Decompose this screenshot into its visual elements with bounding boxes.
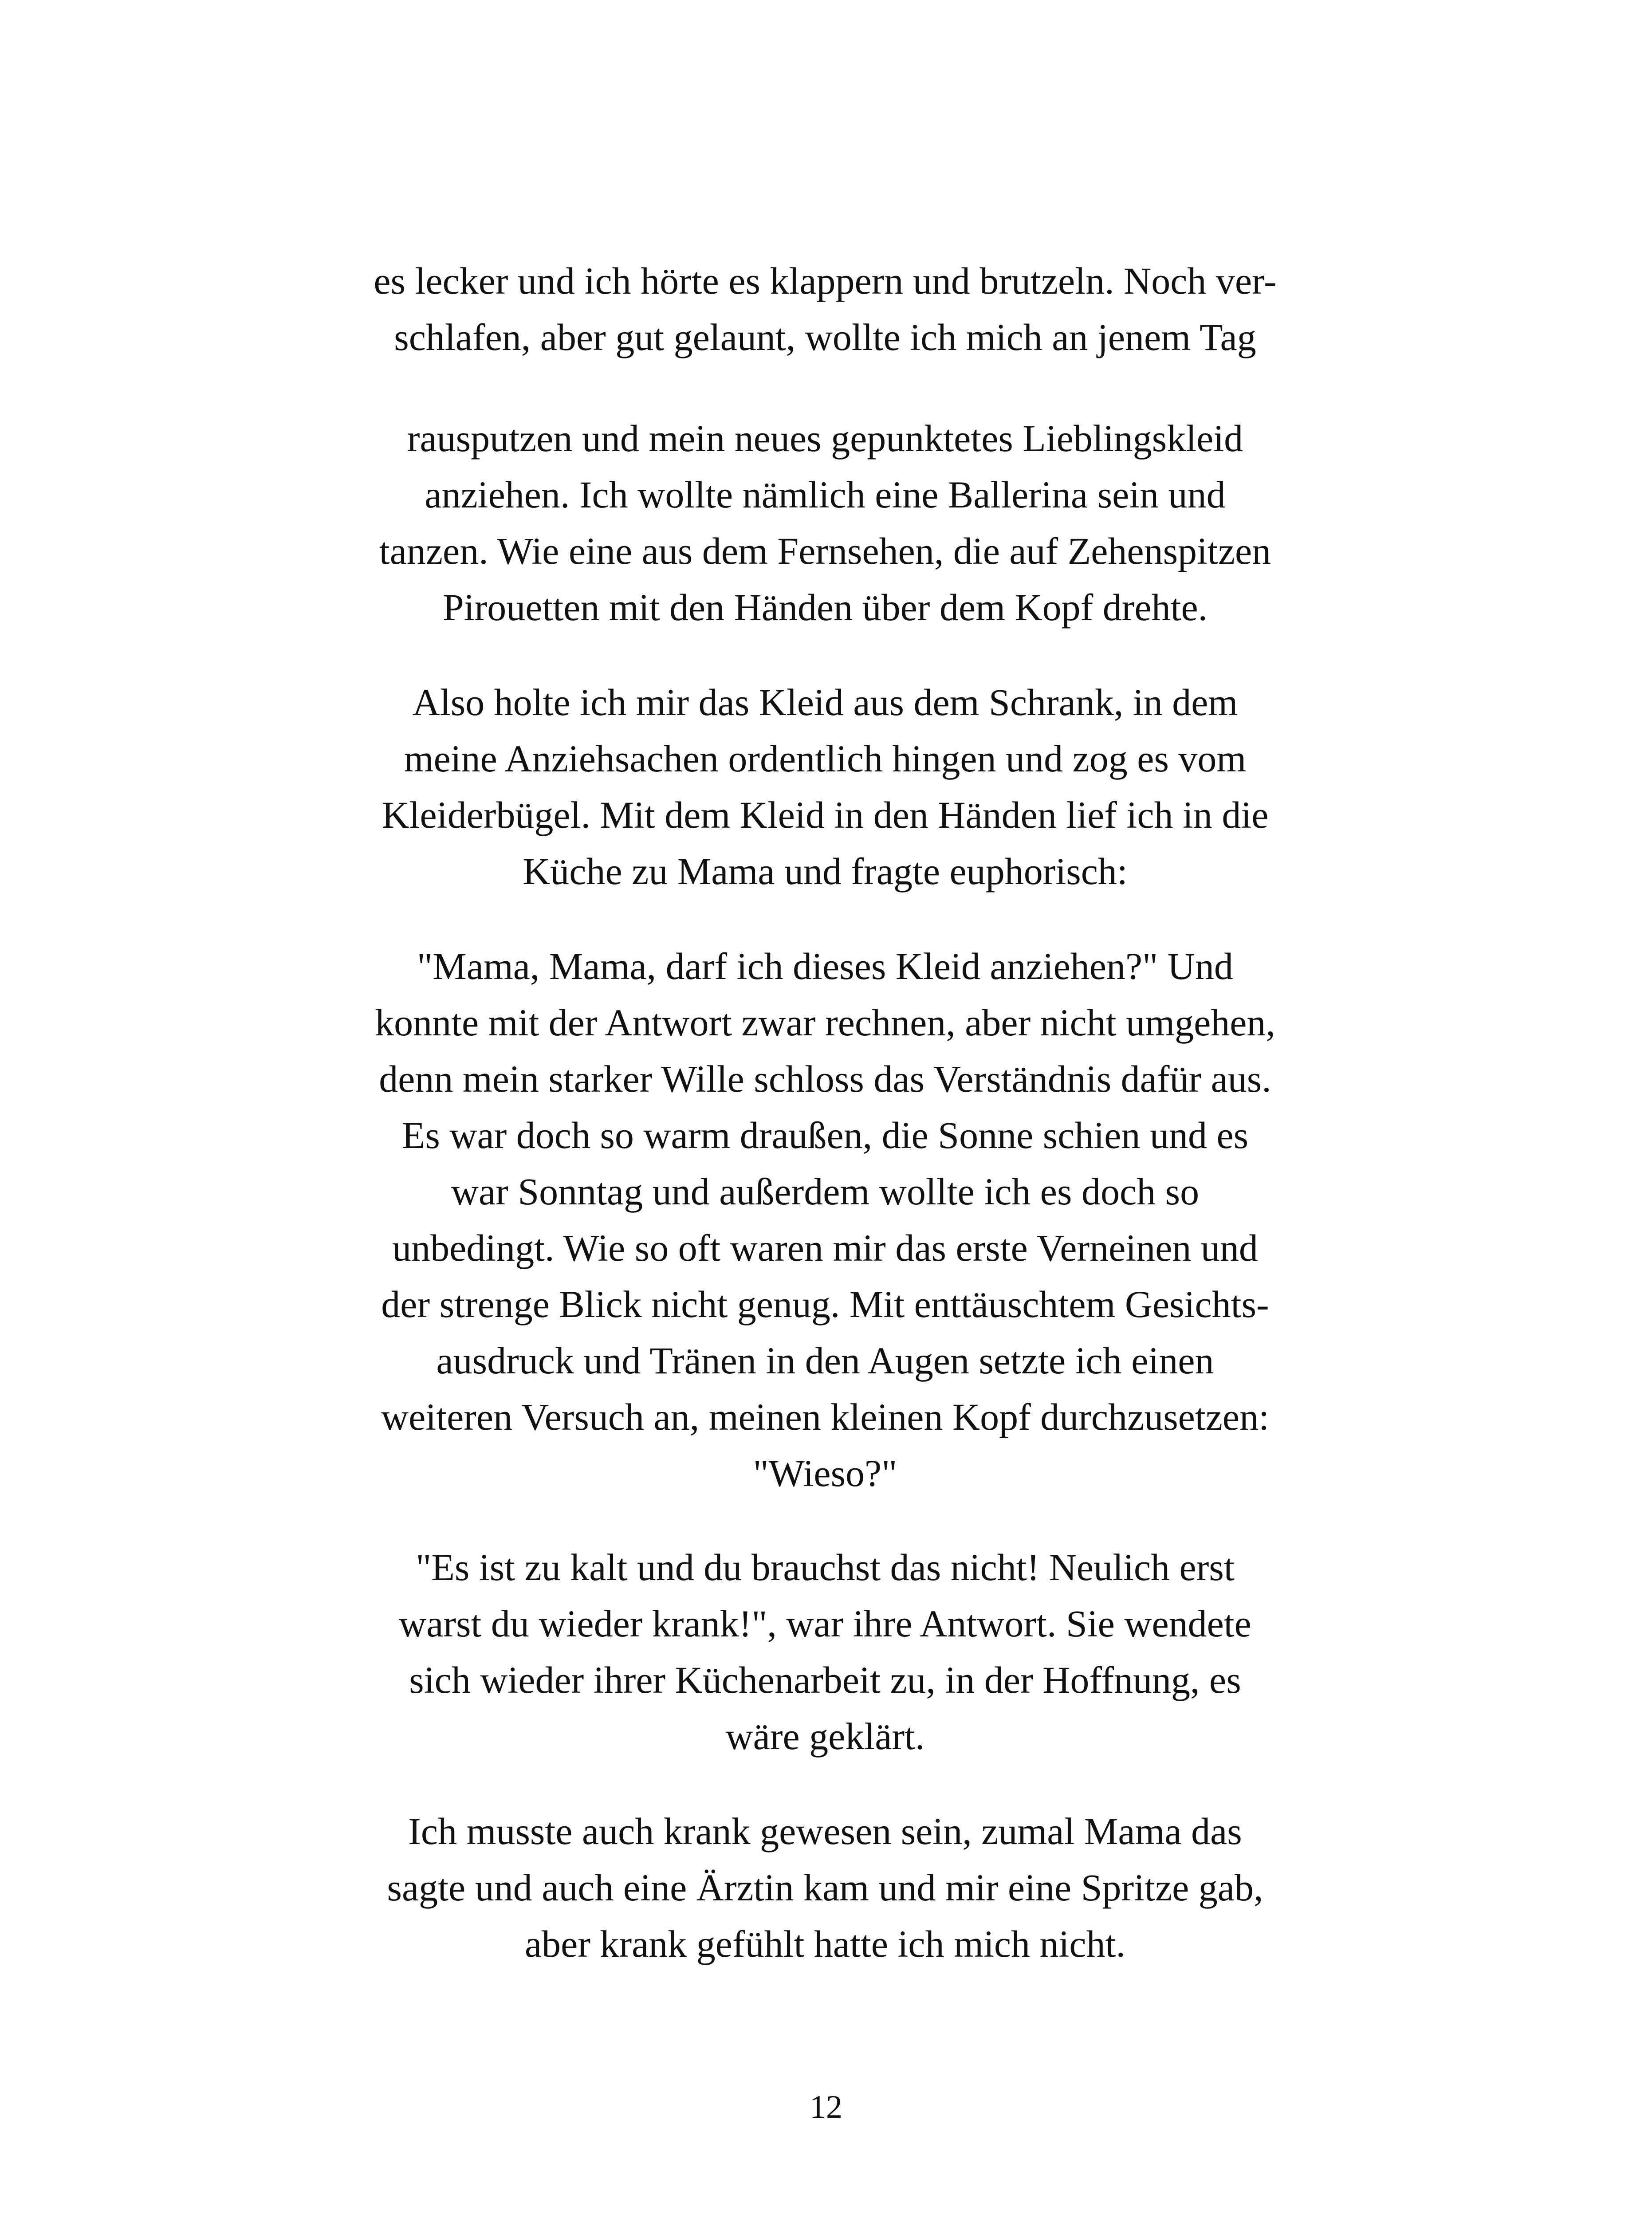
paragraph-2	[337, 410, 1313, 636]
text-line: tanzen. Wie eine aus dem Fernsehen, die auf Zehenspitzen	[379, 530, 1271, 572]
text-line: warst du wieder krank!", war ihre Antwort. Sie wendete	[399, 1602, 1251, 1645]
paragraph-1	[337, 253, 1313, 366]
text-line: wäre geklärt.	[725, 1715, 925, 1758]
page-number: 12	[810, 2089, 842, 2125]
text-line: "Mama, Mama, darf ich dieses Kleid anziehen?" Und	[417, 945, 1233, 987]
text-line: sich wieder ihrer Küchenarbeit zu, in der Hoffnung, es	[409, 1659, 1241, 1701]
text-line: Es war doch so warm draußen, die Sonne schien und es	[401, 1114, 1249, 1156]
text-line: Ich musste auch krank gewesen sein, zumal Mama das	[408, 1810, 1242, 1852]
text-line: Pirouetten mit den Händen über dem Kopf drehte.	[442, 586, 1208, 629]
text-line: aber krank gefühlt hatte ich mich nicht.	[525, 1923, 1125, 1965]
paragraph-5	[337, 1539, 1313, 1765]
text-line: es lecker und ich hörte es klappern und brutzeln. Noch ver-	[374, 260, 1277, 302]
text-line: Küche zu Mama und fragte euphorisch:	[523, 850, 1128, 893]
text-line: Also holte ich mir das Kleid aus dem Schrank, in dem	[412, 681, 1238, 724]
text-line: schlafen, aber gut gelaunt, wollte ich mich an jenem Tag	[394, 316, 1256, 358]
text-line: rausputzen und mein neues gepunktetes Lieblingskleid	[407, 417, 1243, 460]
text-line: war Sonntag und außerdem wollte ich es doch so	[451, 1170, 1200, 1213]
text-line: sagte und auch eine Ärztin kam und mir eine Spritze gab,	[387, 1866, 1263, 1909]
text-line: meine Anziehsachen ordentlich hingen und zog es vom	[404, 737, 1247, 780]
text-line: unbedingt. Wie so oft waren mir das erste Verneinen und	[392, 1227, 1258, 1269]
text-line: "Es ist zu kalt und du brauchst das nicht! Neulich erst	[416, 1546, 1235, 1589]
paragraph-6	[337, 1803, 1313, 1972]
text-line: ausdruck und Tränen in den Augen setzte ich einen	[436, 1339, 1214, 1382]
text-line: weiteren Versuch an, meinen kleinen Kopf durchzusetzen:	[381, 1396, 1269, 1438]
paragraph-4	[337, 938, 1313, 1502]
paragraph-3	[337, 674, 1313, 900]
text-line: anziehen. Ich wollte nämlich eine Ballerina sein und	[425, 473, 1226, 516]
text-line: Kleiderbügel. Mit dem Kleid in den Händen lief ich in die	[382, 794, 1269, 836]
text-line: konnte mit der Antwort zwar rechnen, aber nicht umgehen,	[375, 1001, 1275, 1044]
text-line: denn mein starker Wille schloss das Verständnis dafür aus.	[379, 1058, 1271, 1100]
text-line: "Wieso?"	[753, 1452, 897, 1494]
text-line: der strenge Blick nicht genug. Mit enttäuschtem Gesichts-	[381, 1283, 1269, 1325]
